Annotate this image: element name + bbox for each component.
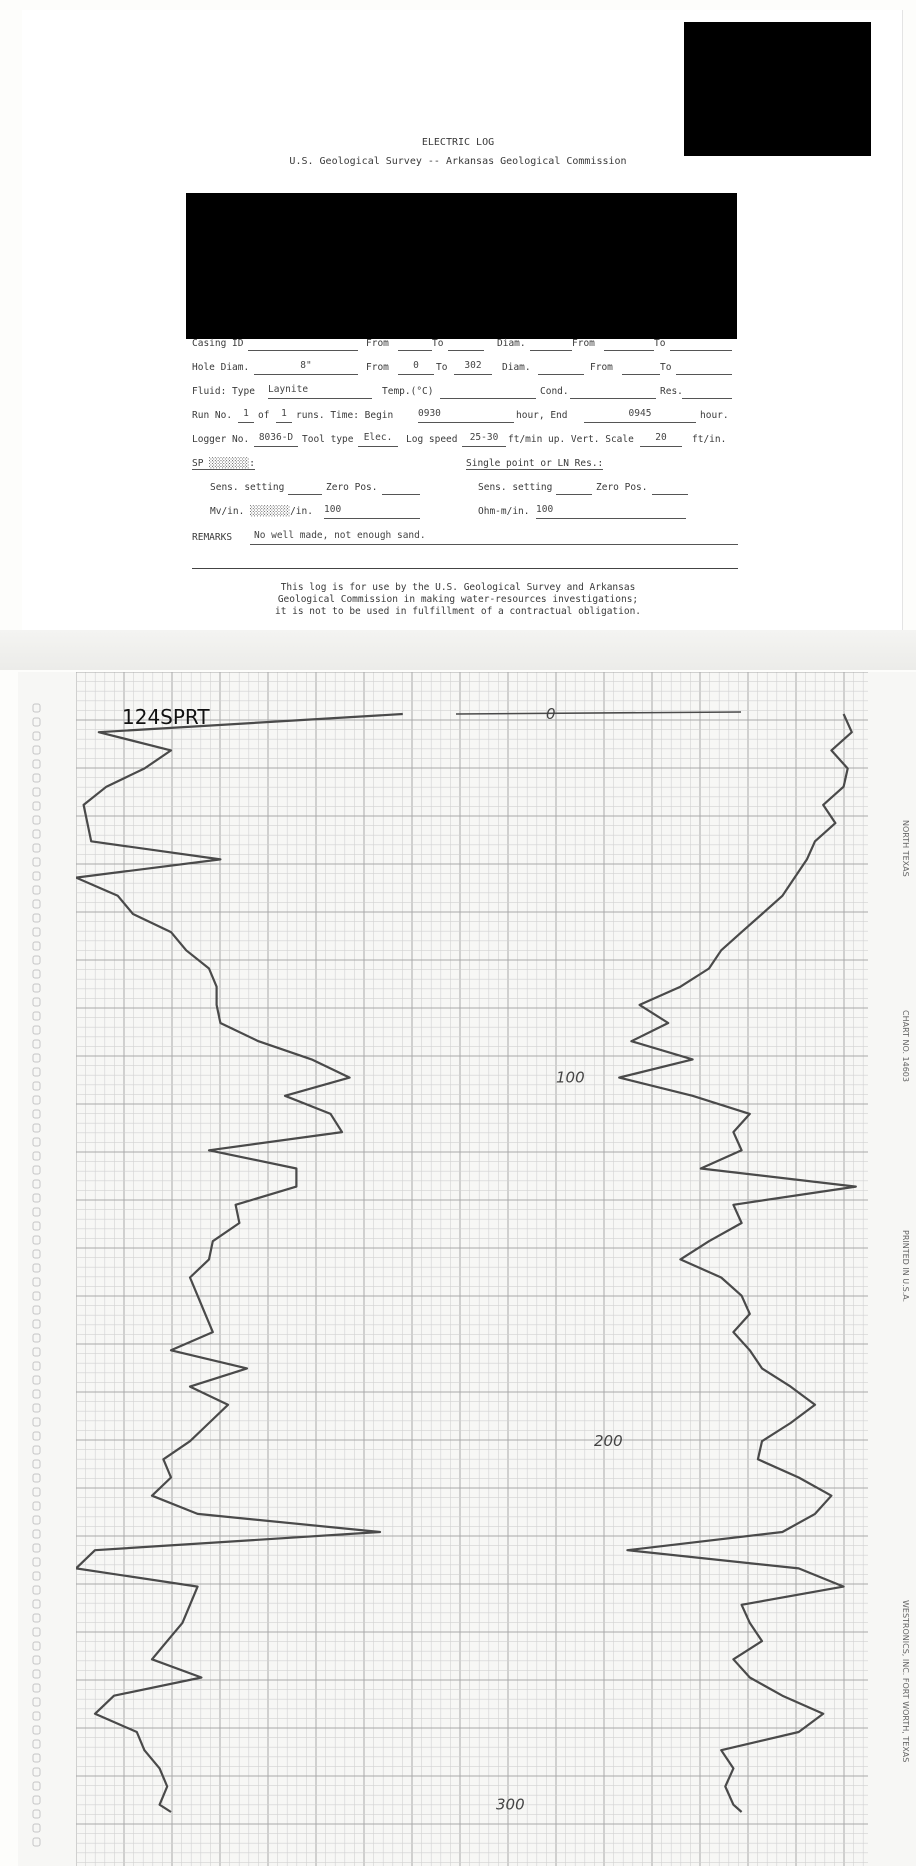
mv-per-in-label: Mv/in. ░░░░░░░/in. xyxy=(210,506,313,517)
hour-label: hour. xyxy=(700,410,729,421)
hole-from-field xyxy=(398,362,434,375)
sprocket-hole xyxy=(33,1810,40,1818)
remarks-row xyxy=(192,532,738,548)
fluid-type-value: Laynite xyxy=(268,384,309,395)
printer-label: WESTRONICS, INC. FORT WORTH, TEXAS xyxy=(901,1600,910,1763)
right-log-trace xyxy=(619,714,856,1812)
sprocket-hole xyxy=(33,1740,40,1748)
sprocket-hole xyxy=(33,872,40,880)
run-no-field xyxy=(238,410,254,423)
remarks-line-2 xyxy=(192,568,738,569)
casing-from-field xyxy=(398,338,432,351)
sprocket-hole xyxy=(33,1488,40,1496)
logger-no-value: 8036-D xyxy=(258,432,294,443)
sprocket-hole xyxy=(33,1670,40,1678)
sprocket-hole xyxy=(33,1222,40,1230)
runs-total-value: 1 xyxy=(281,408,287,419)
casing-row xyxy=(192,338,738,354)
tool-type-label: Tool type xyxy=(302,434,354,445)
run-row xyxy=(192,410,738,426)
sprocket-hole xyxy=(33,816,40,824)
res-sens-field xyxy=(556,482,592,495)
sprocket-hole xyxy=(33,1166,40,1174)
runs-time-label: runs. Time: Begin xyxy=(296,410,394,421)
run-label: Run No. xyxy=(192,410,233,421)
hole-from2-label: From xyxy=(590,362,613,373)
hole-to-value: 302 xyxy=(464,360,482,371)
sprocket-hole xyxy=(33,1460,40,1468)
sprocket-hole xyxy=(33,1180,40,1188)
disclaimer xyxy=(0,582,916,618)
casing-from-label: From xyxy=(366,338,389,349)
sprocket-hole xyxy=(33,1236,40,1244)
sprocket-hole xyxy=(33,844,40,852)
log-title: ELECTRIC LOG xyxy=(421,137,495,148)
sprocket-hole xyxy=(33,1516,40,1524)
sp-sens-field xyxy=(288,482,322,495)
time-end-value: 0945 xyxy=(628,408,652,419)
sprocket-hole xyxy=(33,956,40,964)
casing-from2-label: From xyxy=(572,338,595,349)
zero-depth-line xyxy=(456,712,741,714)
sprocket-hole xyxy=(33,1068,40,1076)
sprocket-hole xyxy=(33,942,40,950)
sprocket-hole xyxy=(33,732,40,740)
res-label: Res. xyxy=(660,386,683,397)
sprocket-hole xyxy=(33,704,40,712)
sprocket-hole xyxy=(33,1012,40,1020)
agency-line: U.S. Geological Survey -- Arkansas Geological Commission xyxy=(289,156,627,167)
sp-row xyxy=(192,458,738,474)
hole-diam-field xyxy=(254,362,358,375)
sprocket-hole xyxy=(33,1768,40,1776)
hole-to-label: To xyxy=(436,362,448,373)
sprocket-hole xyxy=(33,1656,40,1664)
log-speed-label: Log speed xyxy=(406,434,458,445)
sprocket-hole xyxy=(33,858,40,866)
sprocket-hole xyxy=(33,718,40,726)
sprocket-hole xyxy=(33,760,40,768)
casing-diam-label: Diam. xyxy=(497,338,526,349)
of-label: of xyxy=(258,410,270,421)
sprocket-hole xyxy=(33,998,40,1006)
depth-label-0: 0 xyxy=(546,705,556,723)
sprocket-hole xyxy=(33,1824,40,1832)
fluid-label: Fluid: Type xyxy=(192,386,255,397)
sprocket-hole xyxy=(33,1110,40,1118)
log-speed-field xyxy=(462,434,506,447)
sprocket-hole xyxy=(33,1390,40,1398)
sprocket-hole xyxy=(33,1754,40,1762)
sprocket-hole xyxy=(33,914,40,922)
sprocket-hole xyxy=(33,900,40,908)
temp-field xyxy=(440,386,536,399)
res-field xyxy=(682,386,732,399)
sens-row xyxy=(192,482,738,498)
sprocket-hole xyxy=(33,1418,40,1426)
chart-number-label: CHART NO. 14603 xyxy=(901,1010,910,1082)
sprocket-hole xyxy=(33,1684,40,1692)
sheet-seam xyxy=(0,630,916,670)
res-sens-label: Sens. setting xyxy=(478,482,553,493)
sp-zero-label: Zero Pos. xyxy=(326,482,378,493)
casing-to2-label: To xyxy=(654,338,666,349)
disclaimer-line-1: This log is for use by the U.S. Geological Survey and Arkansas xyxy=(280,582,636,593)
ohm-per-in-value: 100 xyxy=(536,504,554,515)
time-end-field xyxy=(584,410,696,423)
depth-label-300: 300 xyxy=(496,1795,525,1814)
sprocket-hole xyxy=(33,802,40,810)
sprocket-hole xyxy=(33,1026,40,1034)
sprocket-hole xyxy=(33,1642,40,1650)
run-no-value: 1 xyxy=(243,408,249,419)
vert-scale-field xyxy=(640,434,682,447)
sprocket-hole xyxy=(33,746,40,754)
casing-to-label: To xyxy=(432,338,444,349)
sprocket-hole xyxy=(33,1712,40,1720)
fluid-type-field xyxy=(268,386,372,399)
sprocket-hole xyxy=(33,1474,40,1482)
sprocket-hole xyxy=(33,1096,40,1104)
casing-label: Casing ID xyxy=(192,338,244,349)
sprocket-hole xyxy=(33,1726,40,1734)
sprocket-hole xyxy=(33,1306,40,1314)
ohm-per-in-label: Ohm-m/in. xyxy=(478,506,530,517)
sprocket-hole xyxy=(33,1698,40,1706)
casing-to2-field xyxy=(670,338,732,351)
res-zero-field xyxy=(652,482,688,495)
sprocket-hole xyxy=(33,1278,40,1286)
sprocket-hole xyxy=(33,788,40,796)
disclaimer-line-2: Geological Commission in making water-resources investigations; xyxy=(277,594,639,605)
cond-label: Cond. xyxy=(540,386,569,397)
hole-to-field xyxy=(454,362,492,375)
sprocket-hole xyxy=(33,1152,40,1160)
sprocket-hole xyxy=(33,774,40,782)
speed-unit-label: ft/min up. Vert. Scale xyxy=(508,434,634,445)
sprocket-hole xyxy=(33,1600,40,1608)
sprocket-hole xyxy=(33,1040,40,1048)
remarks-value: No well made, not enough sand. xyxy=(254,530,426,541)
sprocket-hole xyxy=(33,1544,40,1552)
log-traces xyxy=(76,712,856,1812)
sprocket-hole xyxy=(33,1782,40,1790)
hour-end-label: hour, End xyxy=(516,410,568,421)
tool-type-value: Elec. xyxy=(363,432,393,443)
chart-grid xyxy=(76,672,868,1866)
sprocket-hole xyxy=(33,1208,40,1216)
sprocket-hole xyxy=(33,970,40,978)
well-id-label: 124SPRT xyxy=(122,705,210,729)
sprocket-hole xyxy=(33,1572,40,1580)
hole-diam-value: 8" xyxy=(300,360,312,371)
single-point-label: Single point or LN Res.: xyxy=(466,458,604,469)
mv-per-in-field xyxy=(324,506,420,519)
log-header-form xyxy=(0,0,916,640)
sprocket-hole xyxy=(33,1558,40,1566)
sprocket-hole xyxy=(33,1628,40,1636)
cond-field xyxy=(570,386,656,399)
runs-total-field xyxy=(276,410,292,423)
depth-label-200: 200 xyxy=(594,1432,623,1451)
sprocket-hole xyxy=(33,1082,40,1090)
sprocket-hole xyxy=(33,1194,40,1202)
sprocket-hole xyxy=(33,1432,40,1440)
sprocket-hole xyxy=(33,1404,40,1412)
north-texas-label: NORTH TEXAS xyxy=(901,820,910,877)
hole-from2-field xyxy=(622,362,660,375)
hole-diam2-label: Diam. xyxy=(502,362,531,373)
hole-diam2-field xyxy=(538,362,584,375)
electric-log-chart xyxy=(76,672,868,1866)
log-speed-value: 25-30 xyxy=(469,432,499,443)
sprocket-hole xyxy=(33,1586,40,1594)
ohm-per-in-field xyxy=(536,506,686,519)
remarks-label: REMARKS xyxy=(192,532,233,543)
sprocket-hole xyxy=(33,1264,40,1272)
depth-label-100: 100 xyxy=(556,1068,585,1087)
sprocket-hole xyxy=(33,984,40,992)
casing-id-field xyxy=(248,338,358,351)
sprocket-hole xyxy=(33,1054,40,1062)
hole-row xyxy=(192,362,738,378)
sprocket-hole xyxy=(33,1796,40,1804)
sprocket-hole xyxy=(33,1292,40,1300)
hole-label: Hole Diam. xyxy=(192,362,250,373)
sp-label: SP ░░░░░░░: xyxy=(192,458,255,469)
hole-from-label: From xyxy=(366,362,389,373)
mv-per-in-value: 100 xyxy=(324,504,342,515)
sprocket-hole xyxy=(33,1124,40,1132)
fluid-row xyxy=(192,386,738,402)
logger-no-field xyxy=(254,434,298,447)
scale-row xyxy=(192,506,738,522)
sprocket-hole xyxy=(33,886,40,894)
sprocket-hole xyxy=(33,1530,40,1538)
time-begin-field xyxy=(418,410,514,423)
sprocket-hole xyxy=(33,928,40,936)
tool-type-field xyxy=(358,434,398,447)
vert-scale-value: 20 xyxy=(655,432,667,443)
time-begin-value: 0930 xyxy=(418,408,441,419)
sprocket-hole xyxy=(33,1502,40,1510)
casing-to-field xyxy=(448,338,484,351)
sprocket-hole xyxy=(33,1614,40,1622)
sp-sens-label: Sens. setting xyxy=(210,482,285,493)
sprocket-hole xyxy=(33,1362,40,1370)
sprocket-hole xyxy=(33,1348,40,1356)
logger-row xyxy=(192,434,738,450)
sprocket-hole xyxy=(33,1250,40,1258)
sprocket-holes xyxy=(30,700,44,1850)
casing-from2-field xyxy=(604,338,654,351)
disclaimer-line-3: it is not to be used in fulfillment of a contractual obligation. xyxy=(274,606,642,617)
sprocket-hole xyxy=(33,1376,40,1384)
hole-from-value: 0 xyxy=(413,360,419,371)
logger-label: Logger No. xyxy=(192,434,250,445)
hole-to2-field xyxy=(676,362,732,375)
hole-to2-label: To xyxy=(660,362,672,373)
casing-diam-field xyxy=(530,338,572,351)
res-zero-label: Zero Pos. xyxy=(596,482,648,493)
sprocket-hole xyxy=(33,1138,40,1146)
scale-unit-label: ft/in. xyxy=(692,434,727,445)
printed-in-label: PRINTED IN U.S.A. xyxy=(901,1230,910,1303)
sprocket-hole xyxy=(33,1320,40,1328)
remarks-field xyxy=(250,532,738,545)
sprocket-hole xyxy=(33,1446,40,1454)
sprocket-hole xyxy=(33,1838,40,1846)
temp-label: Temp.(°C) xyxy=(382,386,434,397)
sprocket-hole xyxy=(33,830,40,838)
sprocket-hole xyxy=(33,1334,40,1342)
sp-zero-field xyxy=(382,482,420,495)
